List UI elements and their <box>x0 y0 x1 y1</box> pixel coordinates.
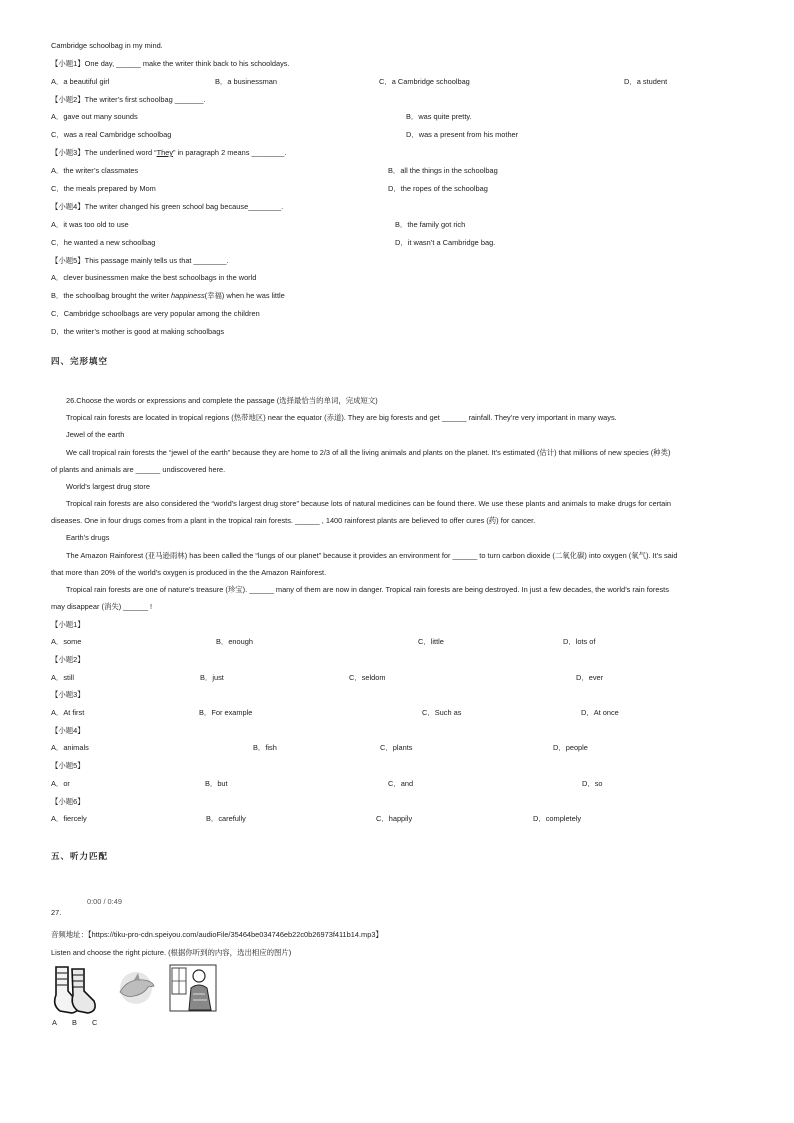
option-b[interactable]: B．just <box>200 673 224 682</box>
option-b[interactable]: B．fish <box>253 743 277 752</box>
option-c[interactable]: C．he wanted a new schoolbag <box>51 238 156 247</box>
option-c[interactable]: C．seldom <box>349 673 386 682</box>
passage-subheading: World’s largest drug store <box>66 482 150 491</box>
question-label: 【小题1】 <box>51 620 85 629</box>
picture-dolphin[interactable] <box>114 968 158 1008</box>
option-b[interactable] <box>51 291 285 301</box>
option-d[interactable]: D．completely <box>533 814 582 823</box>
passage-line: that more than 20% of the world’s oxygen is produced in the the Amazon Rainforest. <box>51 568 327 577</box>
option-d[interactable]: D．so <box>582 779 603 788</box>
option-text: B．the schoolbag brought the writer <box>51 291 171 300</box>
passage-line: The Amazon Rainforest (亚马逊雨林) has been called the “lungs of our planet” because it provides an environment for ______ to turn carbon dioxide (二氧化碳) into oxygen (氧气). It’s said <box>66 551 678 560</box>
option-c[interactable]: C．the meals prepared by Mom <box>51 184 156 193</box>
option-c[interactable]: C．a Cambridge schoolbag <box>379 77 470 86</box>
question-label: 【小题3】 <box>51 690 85 699</box>
option-a[interactable]: A．some <box>51 637 82 646</box>
audio-player-time[interactable]: 0:00 / 0:49 <box>87 897 122 906</box>
option-a[interactable]: A．gave out many sounds <box>51 112 138 121</box>
instruction: Listen and choose the right picture. (根据你听到的内容，选出相应的图片) <box>51 948 292 957</box>
option-a[interactable]: A．or <box>51 779 70 788</box>
passage-subheading: Earth’s drugs <box>66 533 110 542</box>
option-d[interactable]: D．a student <box>624 77 668 86</box>
picture-label-a: A <box>52 1018 57 1027</box>
instruction: 26.Choose the words or expressions and complete the passage (选择最恰当的单词，完成短文) <box>66 396 378 405</box>
question-stem <box>51 148 286 158</box>
option-d[interactable]: D．ever <box>576 673 604 682</box>
option-a[interactable]: A．a beautiful girl <box>51 77 110 86</box>
picture-label-c: C <box>92 1018 98 1027</box>
picture-socks[interactable] <box>48 965 102 1015</box>
stem-part: ” in paragraph 2 means ________. <box>173 148 287 157</box>
underlined-word: They <box>156 148 174 157</box>
option-d[interactable]: D．the writer’s mother is good at making schoolbags <box>51 327 225 336</box>
passage-line: may disappear (消失) ______ ! <box>51 602 153 611</box>
option-c[interactable]: C．Such as <box>422 708 462 717</box>
intro-line: Cambridge schoolbag in my mind. <box>51 41 163 50</box>
option-b[interactable]: B．enough <box>216 637 253 646</box>
option-d[interactable]: D．people <box>553 743 588 752</box>
question-label: 【小题2】 <box>51 655 85 664</box>
option-b[interactable]: B．was quite pretty. <box>406 112 472 121</box>
passage-line: of plants and animals are ______ undiscovered here. <box>51 465 226 474</box>
question-stem: 【小题1】One day, ______ make the writer think back to his schooldays. <box>51 59 290 68</box>
option-a[interactable]: A．animals <box>51 743 89 752</box>
option-c[interactable]: C．and <box>388 779 414 788</box>
option-a[interactable]: A．the writer’s classmates <box>51 166 139 175</box>
question-stem: 【小题4】The writer changed his green school bag because________. <box>51 202 284 211</box>
option-d[interactable]: D．the ropes of the schoolbag <box>388 184 488 193</box>
passage-line: Tropical rain forests are one of nature’s treasure (珍宝). ______ many of them are now in danger. Tropical rain forests are being destroyed. In just a few decades, the world’s rain forests <box>66 585 669 594</box>
passage-line: We call tropical rain forests the “jewel of the earth” because they are home to 2/3 of all the living animals and plants on the planet. It’s estimated (估计) that millions of new species (种类) <box>66 448 671 457</box>
person-icon <box>193 970 205 982</box>
option-a[interactable]: A．still <box>51 673 74 682</box>
option-d[interactable]: D．was a present from his mother <box>406 130 519 139</box>
option-a[interactable]: A．At first <box>51 708 85 717</box>
option-b[interactable]: B．For example <box>199 708 253 717</box>
question-label: 【小题5】 <box>51 761 85 770</box>
option-a[interactable]: A．clever businessmen make the best schoolbags in the world <box>51 273 257 282</box>
audio-url: 音频地址：【https://tiku-pro-cdn.speiyou.com/audioFile/35464be034746eb22c0b26973f411b14.mp3】 <box>51 930 383 939</box>
section-heading: 四、完形填空 <box>51 357 109 367</box>
question-stem: 【小题2】The writer’s first schoolbag _______. <box>51 95 206 104</box>
picture-label-b: B <box>72 1018 77 1027</box>
question-stem: 【小题5】This passage mainly tells us that ________. <box>51 256 229 265</box>
passage-line: diseases. One in four drugs comes from a plant in the tropical rain forests. ______ , 1400 rainforest plants are believed to offer cures (药) for cancer. <box>51 516 536 525</box>
passage-line: Tropical rain forests are also considered the “world’s largest drug store” because lots of natural medicines can be found there. We use these plants and animals to make drugs for certain <box>66 499 671 508</box>
option-a[interactable]: A．it was too old to use <box>51 220 129 229</box>
option-b[interactable]: B．a businessman <box>215 77 278 86</box>
option-d[interactable]: D．it wasn’t a Cambridge bag. <box>395 238 496 247</box>
option-b[interactable]: B．the family got rich <box>395 220 466 229</box>
emphasized-word: happiness <box>170 291 205 300</box>
question-number: 27. <box>51 908 62 917</box>
option-text: (幸福) when he was little <box>204 291 285 300</box>
option-b[interactable]: B．all the things in the schoolbag <box>388 166 498 175</box>
option-c[interactable]: C．was a real Cambridge schoolbag <box>51 130 172 139</box>
option-c[interactable]: C．little <box>418 637 444 646</box>
section-heading: 五、听力匹配 <box>51 852 109 862</box>
option-d[interactable]: D．lots of <box>563 637 596 646</box>
passage-line: Tropical rain forests are located in tropical regions (热带地区) near the equator (赤道). They are big forests and get ______ rainfall. They’re very important in many ways. <box>66 413 617 422</box>
option-b[interactable]: B．carefully <box>206 814 246 823</box>
stem-part: 【小题3】The underlined word “ <box>51 148 157 157</box>
passage-subheading: Jewel of the earth <box>66 430 125 439</box>
option-c[interactable]: C．happily <box>376 814 413 823</box>
option-a[interactable]: A．fiercely <box>51 814 87 823</box>
sock-icon <box>72 969 95 1013</box>
picture-person[interactable] <box>169 964 217 1012</box>
question-label: 【小题4】 <box>51 726 85 735</box>
option-c[interactable]: C．plants <box>380 743 413 752</box>
option-c[interactable]: C．Cambridge schoolbags are very popular among the children <box>51 309 260 318</box>
option-b[interactable]: B．but <box>205 779 228 788</box>
question-label: 【小题6】 <box>51 797 85 806</box>
option-d[interactable]: D．At once <box>581 708 619 717</box>
